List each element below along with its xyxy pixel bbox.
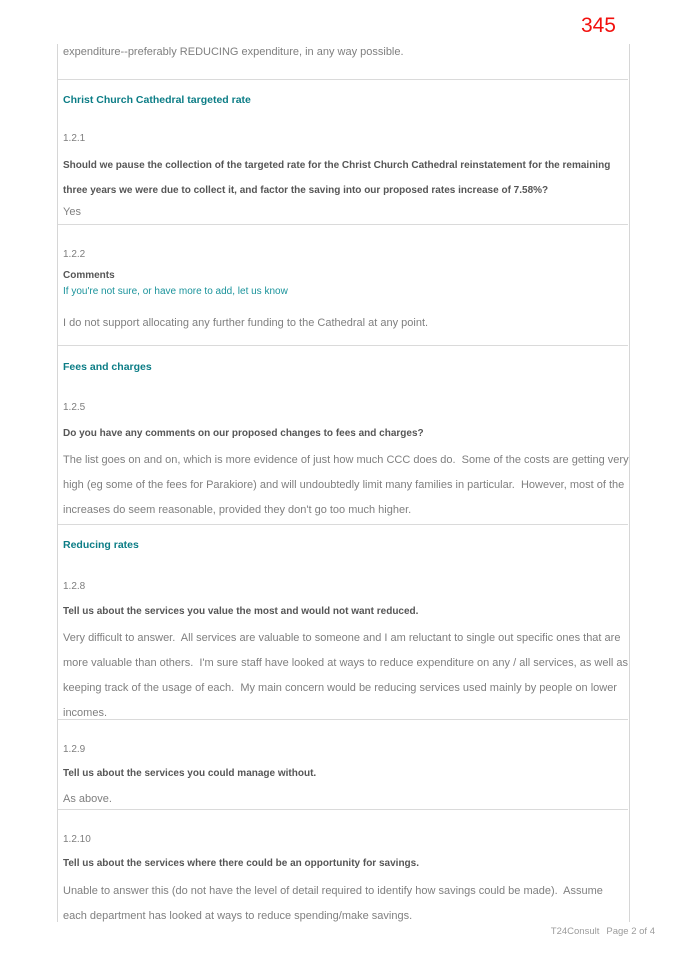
question-number: 1.2.9 [63,744,86,755]
section-divider [58,719,628,720]
question-number: 1.2.8 [63,581,86,592]
page-footer [551,926,655,938]
answer-text: Yes [63,206,81,218]
answer-text: Unable to answer this (do not have the level of detail required to identify how savings could be made). Assume each department has looked at ways to reduce spending/make savings. [63,885,606,922]
section-divider [58,79,628,80]
section-title-fees-and-charges: Fees and charges [63,361,152,373]
section-divider [58,224,628,225]
answer-text: I do not support allocating any further funding to the Cathedral at any point. [63,317,429,329]
answer-text: As above. [63,793,112,805]
question-number: 1.2.1 [63,133,86,144]
question-text: Comments [63,270,115,281]
question-text: Tell us about the services where there could be an opportunity for savings. [63,858,420,869]
footer-app-name: T24Consult [550,926,600,937]
question-text: Should we pause the collection of the targeted rate for the Christ Church Cathedral reinstatement for the remaining three years we were due to collect it, and factor the saving into our proposed rates increase of 7.58%? [63,160,614,196]
section-title-reducing-rates: Reducing rates [63,539,139,551]
question-number: 1.2.10 [63,834,91,845]
question-hint: If you're not sure, or have more to add, let us know [63,286,288,297]
section-title-cathedral-targeted-rate: Christ Church Cathedral targeted rate [63,94,251,106]
section-divider [58,524,628,525]
section-divider [58,345,628,346]
question-number: 1.2.2 [63,249,86,260]
answer-text: Very difficult to answer. All services are valuable to someone and I am reluctant to single out specific ones that are more valuable than others. I'm sure staff have looked at ways to reduce expenditure on any / all services, as well as keeping track of the usage of each. My main concern would be reducing services used mainly by people on lower incomes. [63,632,632,719]
question-text: Do you have any comments on our proposed changes to fees and charges? [63,428,424,439]
question-text: Tell us about the services you could manage without. [63,768,317,779]
question-number: 1.2.5 [63,402,86,413]
answer-text: The list goes on and on, which is more evidence of just how much CCC does do. Some of the costs are getting very high (eg some of the fees for Parakiore) and will undoubtedly limit many families in particular. However, most of the increases do seem reasonable, provided they don't go too much higher. [63,454,632,516]
question-text: Tell us about the services you value the most and would not want reduced. [63,606,419,617]
section-divider [58,809,628,810]
stamped-page-number: 345 [580,14,616,37]
continuation-text: expenditure--preferably REDUCING expenditure, in any way possible. [63,46,404,58]
footer-page-indicator: Page 2 of 4 [606,926,655,937]
